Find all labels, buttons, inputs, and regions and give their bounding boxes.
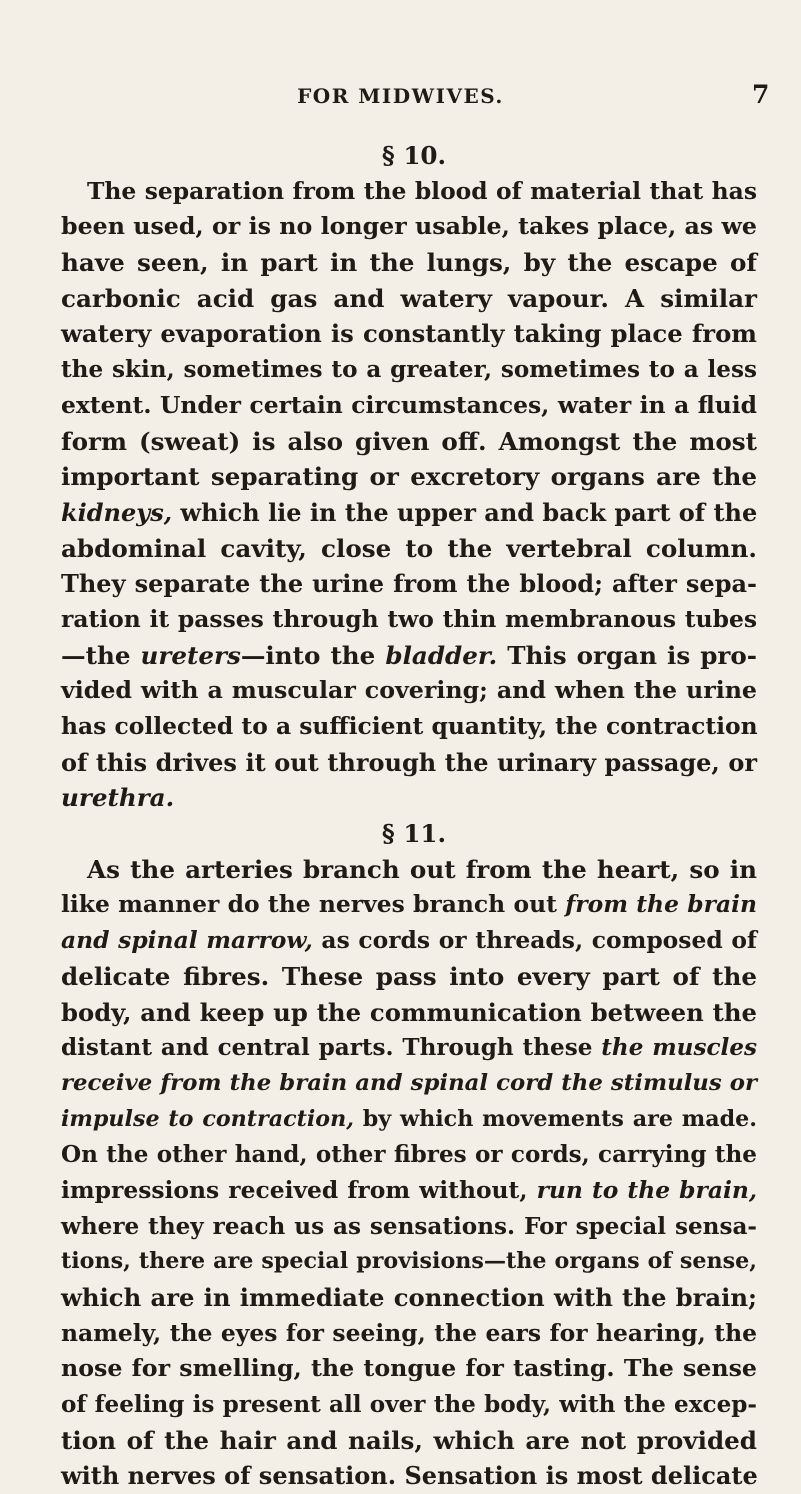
text-line (61, 1030, 757, 1066)
text-line: watery evaporation is constantly taking place from (61, 319, 757, 349)
text-line: extent. Under certain circumstances, water in a fluid (61, 390, 757, 419)
section-10-heading: § 10. (381, 141, 447, 170)
text-line: which are in immediate connection with the brain; (61, 1283, 757, 1312)
text-line: nose for smelling, the tongue for tasting. The sense (61, 1354, 757, 1383)
text-line: delicate fibres. These pass into every part of the (61, 961, 757, 991)
text-line: On the other hand, other fibres or cords, carrying the (61, 1141, 757, 1169)
text-line (61, 780, 757, 816)
text-line: abdominal cavity, close to the vertebral column. (61, 533, 757, 563)
italic-phrase: impulse to contraction, (61, 1105, 354, 1132)
text-line (61, 495, 757, 531)
text-fragment: impressions received from without, (61, 1175, 537, 1204)
italic-term: bladder. (385, 640, 498, 670)
italic-phrase: and spinal marrow, (61, 926, 313, 955)
text-line: form (sweat) is also given off. Amongst the most (61, 426, 757, 456)
running-title: FOR MIDWIVES. (297, 84, 504, 108)
text-line: has collected to a sufficient quantity, the contraction (61, 712, 758, 740)
text-line: of feeling is present all over the body, with the excep- (61, 1391, 757, 1419)
text-line (61, 1173, 757, 1209)
text-fragment: —the (61, 640, 141, 670)
body-text (61, 138, 757, 1494)
text-line: have seen, in part in the lungs, by the escape of (61, 248, 757, 278)
text-line: carbonic acid gas and watery vapour. A similar (61, 283, 757, 313)
italic-term: ureters (140, 640, 241, 670)
text-line: tion of the hair and nails, which are not provided (61, 1425, 757, 1455)
text-line: vided with a muscular covering; and when the urine (61, 676, 757, 705)
text-line: the skin, sometimes to a greater, sometimes to a less (61, 356, 757, 384)
text-line: body, and keep up the communication between the (61, 997, 757, 1027)
text-fragment: which lie in the upper and back part of the (172, 497, 758, 527)
italic-term: kidneys, (61, 497, 173, 527)
text-line: They separate the urine from the blood; after sepa- (61, 569, 757, 599)
section-11-paragraph (61, 852, 757, 1494)
text-line: ration it passes through two thin membranous tubes (61, 604, 757, 633)
italic-phrase: the muscles (601, 1034, 758, 1062)
italic-phrase: receive from the brain and spinal cord the stimulus or (61, 1069, 757, 1096)
section-11-heading: § 11. (381, 819, 447, 849)
text-fragment: like manner do the nerves branch out (61, 890, 566, 919)
text-fragment: by which movements are made. (353, 1105, 757, 1132)
text-fragment: as cords or threads, composed of (312, 926, 757, 955)
text-line (61, 1066, 757, 1102)
text-line: tions, there are special provisions—the organs of sense, (61, 1248, 757, 1275)
italic-term: urethra. (61, 783, 175, 813)
text-line (61, 1102, 757, 1138)
text-line: where they reach us as sensations. For special sensa- (61, 1212, 757, 1240)
text-line (61, 638, 757, 674)
text-line: been used, or is no longer usable, takes place, as we (61, 212, 757, 241)
text-line: of this drives it out through the urinary passage, or (61, 747, 757, 777)
text-line: with nerves of sensation. Sensation is most delicate (61, 1461, 758, 1491)
text-line: As the arteries branch out from the heart, so in (87, 854, 757, 884)
text-line: important separating or excretory organs are the (61, 462, 757, 492)
text-line (61, 887, 757, 923)
text-line: namely, the eyes for seeing, the ears for hearing, the (61, 1318, 757, 1347)
page-number: 7 (752, 80, 770, 109)
italic-phrase: run to the brain, (536, 1175, 758, 1204)
text-fragment: distant and central parts. Through these (61, 1034, 602, 1062)
italic-phrase: from the brain (565, 890, 757, 919)
text-line: The separation from the blood of material that has (87, 176, 757, 205)
text-fragment: This organ is pro- (497, 640, 757, 670)
section-10-paragraph (61, 174, 757, 816)
text-fragment: —into the (240, 640, 386, 670)
text-line (61, 923, 757, 959)
